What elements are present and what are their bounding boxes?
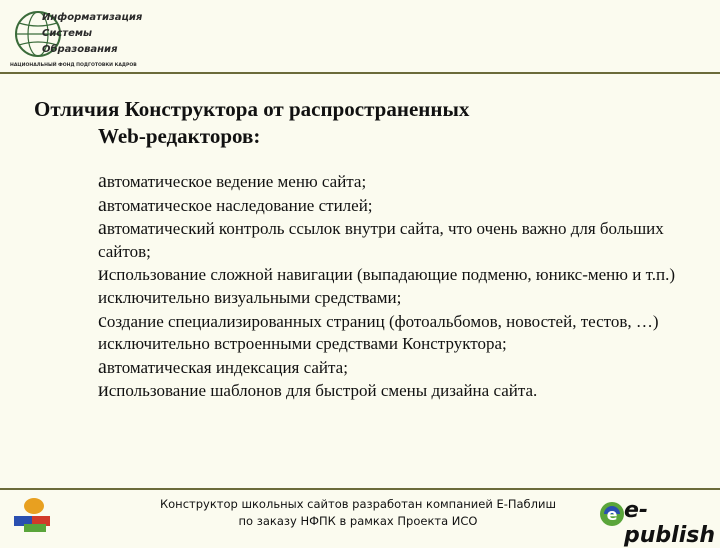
list-item (98, 263, 688, 309)
item-initial: а (98, 217, 107, 240)
list-item (98, 217, 688, 263)
item-text: спользование сложной навигации (выпадающие подменю, юникс-меню и т.п.) исключительно визуальными средствами; (98, 265, 675, 307)
feature-list (98, 170, 688, 403)
header-divider (0, 72, 720, 74)
item-text: втоматическое ведение меню сайта; (106, 172, 367, 191)
footer-divider (0, 488, 720, 490)
item-initial: а (98, 170, 107, 192)
logo-caption: НАЦИОНАЛЬНЫЙ ФОНД ПОДГОТОВКИ КАДРОВ (10, 63, 137, 68)
logo-line-3: Образования (42, 44, 118, 55)
item-text: втоматический контроль ссылок внутри сайта, что очень важно для больших сайтов; (98, 219, 664, 261)
epublish-logo (598, 494, 716, 548)
logo-line-1: Информатизация (42, 12, 143, 23)
title-line-2: Web-редакторов: (98, 124, 261, 148)
logo-line-2: Системы (42, 28, 93, 39)
blocks-logo-icon (10, 494, 66, 534)
item-text: втоматическое наследование стилей; (106, 195, 373, 215)
item-text: оздание специализированных страниц (фотоальбомов, новостей, тестов, …) исключительно встроенными средствами Конструктора; (98, 311, 659, 354)
list-item (98, 194, 688, 218)
item-initial: а (98, 355, 107, 378)
iso-logo (8, 4, 148, 68)
footer-line-2: по заказу НФПК в рамках Проекта ИСО (238, 514, 478, 528)
footer-line-1: Конструктор школьных сайтов разработан компанией Е-Паблиш (159, 497, 556, 511)
title-line-1: Отличия Конструктора от распространенных (34, 97, 470, 121)
epublish-initial: e (606, 505, 618, 524)
item-initial: а (98, 193, 107, 216)
list-item (98, 356, 688, 380)
list-item (98, 170, 688, 194)
epublish-wordmark: e-publish (624, 498, 715, 548)
item-initial: и (98, 263, 109, 286)
item-text: втоматическая индексация сайта; (106, 357, 348, 377)
footer-caption (120, 496, 596, 530)
item-initial: и (98, 379, 109, 402)
item-text: спользование шаблонов для быстрой смены дизайна сайта. (108, 381, 538, 401)
item-initial: с (98, 309, 107, 332)
list-item (98, 310, 688, 356)
slide-title (34, 96, 674, 150)
list-item (98, 379, 688, 403)
